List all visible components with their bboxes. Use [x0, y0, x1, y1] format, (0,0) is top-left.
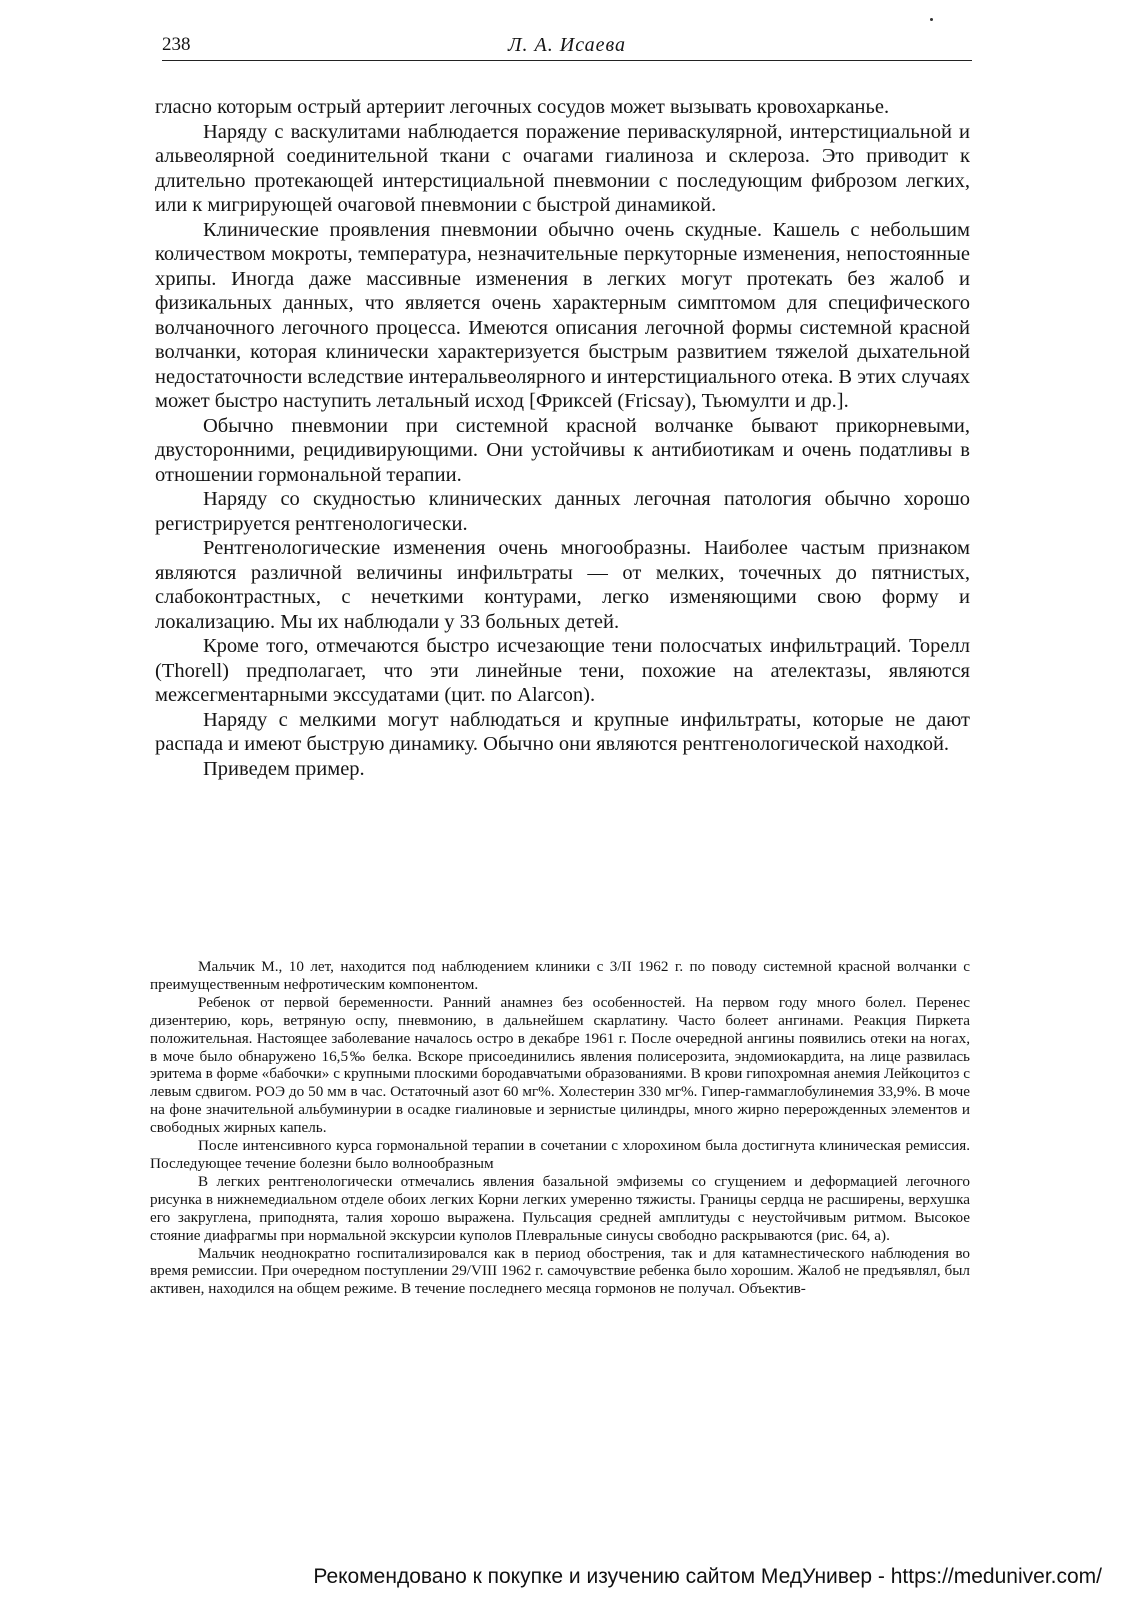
- case-paragraph: Мальчик неоднократно госпитализировался как в период обострения, так и для катамнестического наблюдения во время ремиссии. При очередном поступлении 29/VIII 1962 г. самочувствие ребенка было хорошим. Жалоб не предъявлял, был активен, находился на общем режиме. В течение последнего месяца гормонов не получал. Объектив-: [150, 1244, 970, 1298]
- paragraph: Наряду с васкулитами наблюдается поражение периваскулярной, интерстициальной и альвеолярной соединительной ткани с очагами гиалиноза и склероза. Это приводит к длительно протекающей интерстициальной пневмонии с последующим фиброзом легких, или к мигрирующей очаговой пневмонии с быстрой динамикой.: [155, 120, 970, 216]
- paragraph: Рентгенологические изменения очень многообразны. Наиболее частым признаком являются различной величины инфильтраты — от мелких, точечных до пятнистых, слабоконтрастных, с нечеткими контурами, легко изменяющими свою форму и локализацию. Мы их наблюдали у 33 больных детей.: [155, 537, 970, 633]
- case-paragraph: Мальчик М., 10 лет, находится под наблюдением клиники с 3/II 1962 г. по поводу системной красной волчанки с преимущественным нефротическим компонентом.: [150, 958, 970, 993]
- main-text: [155, 95, 970, 781]
- paragraph: Кроме того, отмечаются быстро исчезающие тени полосчатых инфильтраций. Торелл (Thorell) предполагает, что эти линейные тени, похожие на ателектазы, являются межсегментарными экссудатами (цит. по Alarcon).: [155, 635, 970, 706]
- paragraph: гласно которым острый артериит легочных сосудов может вызывать кровохарканье.: [155, 96, 890, 118]
- paragraph: Приведем пример.: [203, 757, 365, 780]
- case-paragraph: Ребенок от первой беременности. Ранний анамнез без особенностей. На первом году много болел. Перенес дизентерию, корь, ветряную оспу, пневмонию, в дальнейшем скарлатину. Часто болеет ангинами. Реакция Пиркета положительная. Настоящее заболевание началось остро в декабре 1961 г. После очередной ангины появились отеки на ногах, в моче было обнаружено 16,5‰ белка. Вскоре присоединились явления полисерозита, эндомиокардита, на лице развилась эритема в форме «бабочки» с крупными плоскими бородавчатыми образованиями. В крови гипохромная анемия Лейкоцитоз с левым сдвигом. РОЭ до 50 мм в час. Остаточный азот 60 мг%. Холестерин 330 мг%. Гипер-гаммаглобулинемия 33,9%. В моче на фоне значительной альбуминурии в осадке гиалиновые и зернистые цилиндры, много жирно перерожденных элементов и свободных жирных капель.: [150, 993, 970, 1137]
- case-report: [150, 958, 970, 1298]
- case-paragraph: После интенсивного курса гормональной терапии в сочетании с хлорохином была достигнута клиническая ремиссия. Последующее течение болезни было волнообразным: [150, 1137, 970, 1172]
- running-title: Л. А. Исаева: [508, 34, 626, 56]
- page-number: 238: [162, 34, 191, 55]
- paragraph: Клинические проявления пневмонии обычно очень скудные. Кашель с небольшим количеством мокроты, температура, незначительные перкуторные изменения, непостоянные хрипы. Иногда даже массивные изменения в легких могут протекать без жалоб и физикальных данных, что является очень характерным симптомом для специфического волчаночного легочного процесса. Имеются описания легочной формы системной красной волчанки, которая клинически характеризуется быстрым развитием тяжелой дыхательной недостаточности вследствие интеральвеолярного и интерстициального отека. В этих случаях может быстро наступить летальный исход [Фриксей (Fricsay), Тьюмулти и др.].: [155, 218, 970, 412]
- scan-speck: [930, 18, 933, 21]
- paragraph: Наряду с мелкими могут наблюдаться и крупные инфильтраты, которые не дают распада и имеют быструю динамику. Обычно они являются рентгенологической находкой.: [155, 708, 970, 755]
- paragraph: Обычно пневмонии при системной красной волчанке бывают прикорневыми, двусторонними, рецидивирующими. Они устойчивы к антибиотикам и очень податливы в отношении гормональной терапии.: [155, 414, 970, 486]
- running-header: [162, 30, 972, 60]
- paragraph: Наряду со скудностью клинических данных легочная патология обычно хорошо регистрируется рентгенологически.: [155, 488, 970, 535]
- case-paragraph: В легких рентгенологически отмечались явления базальной эмфиземы со сгущением и деформацией легочного рисунка в нижнемедиальном отделе обоих легких Корни легких умеренно тяжисты. Границы сердца не расширены, верхушка его закруглена, приподнята, талия хорошо выражена. Пульсация средней амплитуды с неустойчивым ритмом. Высокое стояние диафрагмы при нормальной экскурсии куполов Плевральные синусы свободно раскрываются (рис. 64, а).: [150, 1172, 970, 1244]
- footer-watermark: Рекомендовано к покупке и изучению сайтом МедУнивер - https://meduniver.com/: [313, 1565, 1102, 1588]
- header-rule: [162, 60, 972, 61]
